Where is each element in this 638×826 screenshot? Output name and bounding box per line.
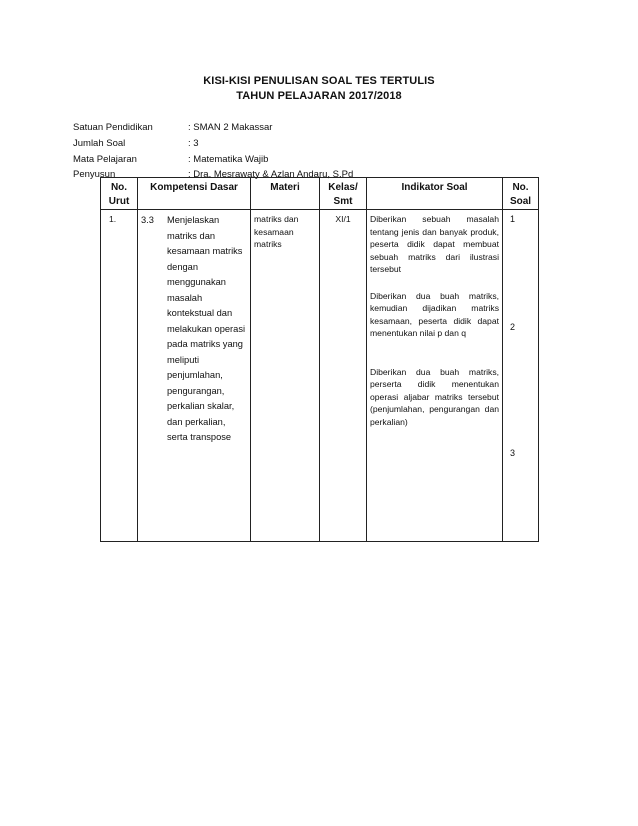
soal-number: 1: [510, 214, 516, 224]
meta-value: : 3: [188, 137, 199, 149]
kd-text: Menjelaskan matriks dan kesamaan matriks dengan menggunakan masalah kontekstual dan melakukan operasi pada matriks yang meliputi penjumlahan, pengurangan, perkalian skalar, dan perkalian, serta transpose: [167, 215, 246, 442]
meta-row-mapel: [73, 152, 353, 168]
kisi-table: [100, 177, 539, 542]
meta-label: Satuan Pendidikan: [73, 122, 153, 133]
soal-number: 2: [510, 322, 516, 332]
table-row: [101, 210, 539, 542]
cell-kelas-smt: XI/1: [320, 210, 367, 542]
kd-number: 3.3: [141, 215, 154, 225]
header-materi: Materi: [251, 178, 320, 210]
meta-row-jumlah: [73, 136, 353, 152]
table-header-row: [101, 178, 539, 210]
header-indikator-soal: Indikator Soal: [367, 178, 503, 210]
header-no-urut: No. Urut: [101, 178, 138, 210]
cell-materi: matriks dan kesamaan matriks: [251, 210, 320, 542]
meta-value: : Dra. Mesrawaty & Azlan Andaru, S.Pd: [188, 169, 354, 181]
document-subtitle: TAHUN PELAJARAN 2017/2018: [236, 90, 402, 102]
header-kompetensi-dasar: Kompetensi Dasar: [138, 178, 251, 210]
indikator-item: Diberikan sebuah masalah tentang jenis dan banyak produk, peserta didik dapat membuat sebuah matriks dari ilustrasi tersebut: [370, 214, 499, 274]
soal-number: 3: [510, 448, 516, 458]
cell-no-urut: 1.: [101, 210, 138, 542]
meta-label: Mata Pelajaran: [73, 153, 137, 165]
meta-value: : SMAN 2 Makassar: [188, 122, 273, 133]
cell-kompetensi-dasar: [138, 210, 251, 542]
document-meta: [73, 120, 353, 183]
cell-no-soal: [503, 210, 539, 542]
meta-value: : Matematika Wajib: [188, 153, 269, 165]
meta-label: Penyusun: [73, 169, 116, 181]
document-title: KISI-KISI PENULISAN SOAL TES TERTULIS: [203, 75, 435, 87]
cell-indikator-soal: [367, 210, 503, 542]
header-kelas-smt: Kelas/ Smt: [320, 178, 367, 210]
indikator-item: Diberikan dua buah matriks, perserta didik menentukan operasi aljabar matriks tersebut (penjumlahan, pengurangan dan perkalian): [370, 366, 499, 427]
header-no-soal: No. Soal: [503, 178, 539, 210]
indikator-item: Diberikan dua buah matriks, kemudian dijadikan matriks kesamaan, peserta didik dapat menentukan nilai p dan q: [370, 290, 499, 338]
meta-row-satuan: [73, 120, 353, 136]
meta-label: Jumlah Soal: [73, 137, 126, 149]
